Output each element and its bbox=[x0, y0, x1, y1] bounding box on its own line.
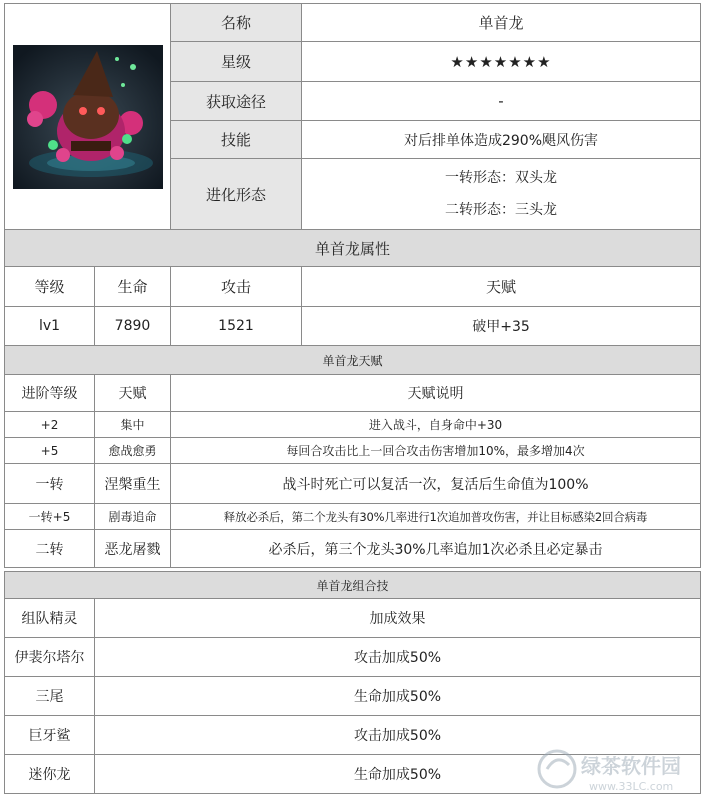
talent-desc: 进入战斗，自身命中+30 bbox=[171, 412, 701, 438]
table-row bbox=[5, 504, 701, 530]
attr-hp: 7890 bbox=[95, 307, 171, 346]
watermark-url: www.33LC.com bbox=[589, 780, 674, 793]
talent-name: 愈战愈勇 bbox=[95, 438, 171, 464]
combo-effect: 攻击加成50% bbox=[95, 638, 701, 677]
attributes-table bbox=[4, 229, 701, 346]
combo-header-effect: 加成效果 bbox=[95, 599, 701, 638]
table-row bbox=[5, 638, 701, 677]
evolution-value bbox=[302, 159, 701, 230]
talent-stage: 一转 bbox=[5, 464, 95, 504]
attr-header-level: 等级 bbox=[5, 267, 95, 307]
combo-partner: 迷你龙 bbox=[5, 755, 95, 794]
combo-partner: 巨牙鲨 bbox=[5, 716, 95, 755]
attr-header-attack: 攻击 bbox=[171, 267, 302, 307]
talent-name: 恶龙屠戮 bbox=[95, 530, 171, 568]
skill-label: 技能 bbox=[171, 121, 302, 159]
combos-title: 单首龙组合技 bbox=[5, 572, 701, 599]
talents-title: 单首龙天赋 bbox=[5, 346, 701, 375]
evolution-stage-1: 一转形态：双头龙 bbox=[445, 170, 557, 186]
talent-stage: 一转+5 bbox=[5, 504, 95, 530]
attr-level: lv1 bbox=[5, 307, 95, 346]
combo-effect: 生命加成50% bbox=[95, 677, 701, 716]
table-row bbox=[5, 412, 701, 438]
attributes-title: 单首龙属性 bbox=[5, 230, 701, 267]
talent-name: 剧毒追命 bbox=[95, 504, 171, 530]
watermark-logo bbox=[535, 745, 705, 795]
attr-header-hp: 生命 bbox=[95, 267, 171, 307]
monster-portrait-image bbox=[13, 45, 163, 189]
name-value: 单首龙 bbox=[302, 4, 701, 42]
talent-stage: +2 bbox=[5, 412, 95, 438]
combo-effect: 攻击加成50% bbox=[95, 716, 701, 755]
skill-value: 对后排单体造成290%飓风伤害 bbox=[302, 121, 701, 159]
obtain-label: 获取途径 bbox=[171, 82, 302, 121]
table-row bbox=[5, 464, 701, 504]
evolution-label: 进化形态 bbox=[171, 159, 302, 230]
table-row bbox=[5, 530, 701, 568]
attr-talent: 破甲+35 bbox=[302, 307, 701, 346]
talent-name: 集中 bbox=[95, 412, 171, 438]
attr-header-talent: 天赋 bbox=[302, 267, 701, 307]
combo-partner: 伊裴尔塔尔 bbox=[5, 638, 95, 677]
portrait-cell bbox=[5, 4, 171, 230]
talent-header-stage: 进阶等级 bbox=[5, 375, 95, 412]
combo-effect: 生命加成50% bbox=[95, 755, 701, 794]
talent-stage: 二转 bbox=[5, 530, 95, 568]
talent-desc: 战斗时死亡可以复活一次，复活后生命值为100% bbox=[171, 464, 701, 504]
talent-stage: +5 bbox=[5, 438, 95, 464]
attr-attack: 1521 bbox=[171, 307, 302, 346]
obtain-value: - bbox=[302, 82, 701, 121]
combo-partner: 三尾 bbox=[5, 677, 95, 716]
talent-header-name: 天赋 bbox=[95, 375, 171, 412]
watermark-brand: 绿茶软件园 bbox=[581, 754, 681, 778]
table-row bbox=[5, 677, 701, 716]
talent-desc: 必杀后，第三个龙头30%几率追加1次必杀且必定暴击 bbox=[171, 530, 701, 568]
combo-header-partner: 组队精灵 bbox=[5, 599, 95, 638]
talent-name: 涅槃重生 bbox=[95, 464, 171, 504]
talent-desc: 释放必杀后，第二个龙头有30%几率进行1次追加普攻伤害，并让目标感染2回合病毒 bbox=[171, 504, 701, 530]
name-label: 名称 bbox=[171, 4, 302, 42]
star-label: 星级 bbox=[171, 42, 302, 82]
evolution-stage-2: 二转形态：三头龙 bbox=[445, 202, 557, 218]
table-row bbox=[5, 438, 701, 464]
info-table bbox=[4, 3, 701, 230]
talents-table bbox=[4, 345, 701, 568]
talent-desc: 每回合攻击比上一回合攻击伤害增加10%，最多增加4次 bbox=[171, 438, 701, 464]
talent-header-desc: 天赋说明 bbox=[171, 375, 701, 412]
star-rating: ★★★★★★★ bbox=[302, 42, 701, 82]
